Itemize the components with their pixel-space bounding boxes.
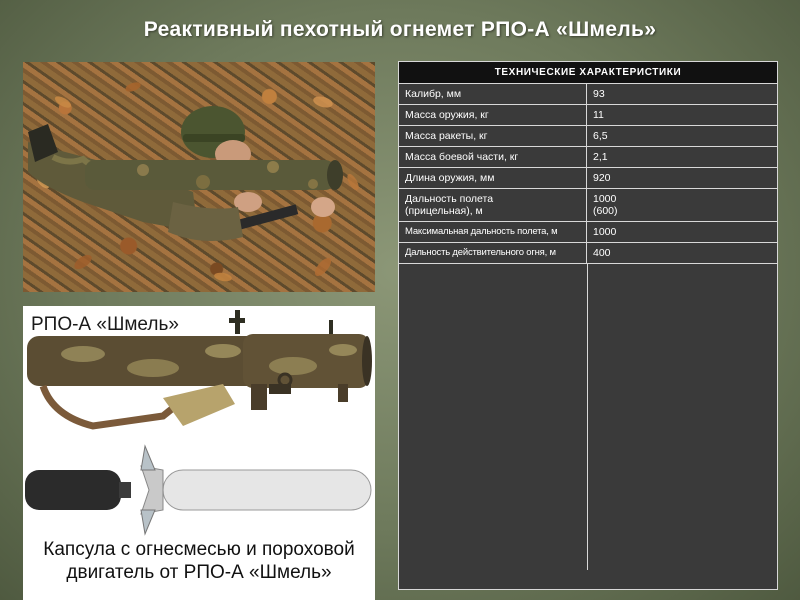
- capsule-caption: [23, 538, 375, 584]
- row-value: 920: [593, 172, 611, 184]
- soldier-photo: [23, 62, 375, 292]
- row-value: 400: [593, 247, 611, 259]
- specs-table: [398, 61, 778, 590]
- table-row: [399, 243, 777, 264]
- row-label: [399, 189, 587, 221]
- table-row: [399, 84, 777, 105]
- table-row: [399, 222, 777, 243]
- slide-title: Реактивный пехотный огнемет РПО-А «Шмель»: [143, 18, 657, 41]
- table-row: [399, 168, 777, 189]
- row-value: 1000: [593, 226, 617, 238]
- row-label: Масса оружия, кг: [399, 105, 587, 125]
- row-label: Длина оружия, мм: [399, 168, 587, 188]
- row-label-line: Дальность полета: [405, 193, 494, 205]
- capsule-caption-line2: двигатель от РПО-А «Шмель»: [66, 562, 332, 583]
- table-empty-row: [399, 264, 777, 570]
- row-value: 93: [593, 88, 605, 100]
- row-label: Максимальная дальность полета, м: [399, 222, 587, 242]
- row-label: Калибр, мм: [399, 84, 587, 104]
- table-row: [399, 189, 777, 222]
- table-row: [399, 126, 777, 147]
- row-value: 2,1: [593, 151, 608, 163]
- row-label: Дальность действительного огня, м: [399, 243, 587, 263]
- weapon-photo: [23, 306, 375, 600]
- weapon-illustration: [23, 306, 375, 536]
- capsule-caption-line1: Капсула с огнесмесью и пороховой: [43, 539, 355, 560]
- table-row: [399, 147, 777, 168]
- weapon-caption: РПО-А «Шмель»: [31, 314, 179, 335]
- row-value-line: 1000: [593, 193, 617, 205]
- empty-cell: [399, 264, 588, 570]
- row-label: Масса боевой части, кг: [399, 147, 587, 167]
- row-value-line: (600): [593, 205, 618, 217]
- table-header: ТЕХНИЧЕСКИЕ ХАРАКТЕРИСТИКИ: [399, 62, 777, 84]
- soldier-illustration: [23, 62, 375, 292]
- row-label: Масса ракеты, кг: [399, 126, 587, 146]
- row-value: 11: [593, 109, 604, 121]
- row-label-line: (прицельная), м: [405, 205, 483, 217]
- row-value: 6,5: [593, 130, 608, 142]
- row-value: [587, 189, 777, 221]
- table-row: [399, 105, 777, 126]
